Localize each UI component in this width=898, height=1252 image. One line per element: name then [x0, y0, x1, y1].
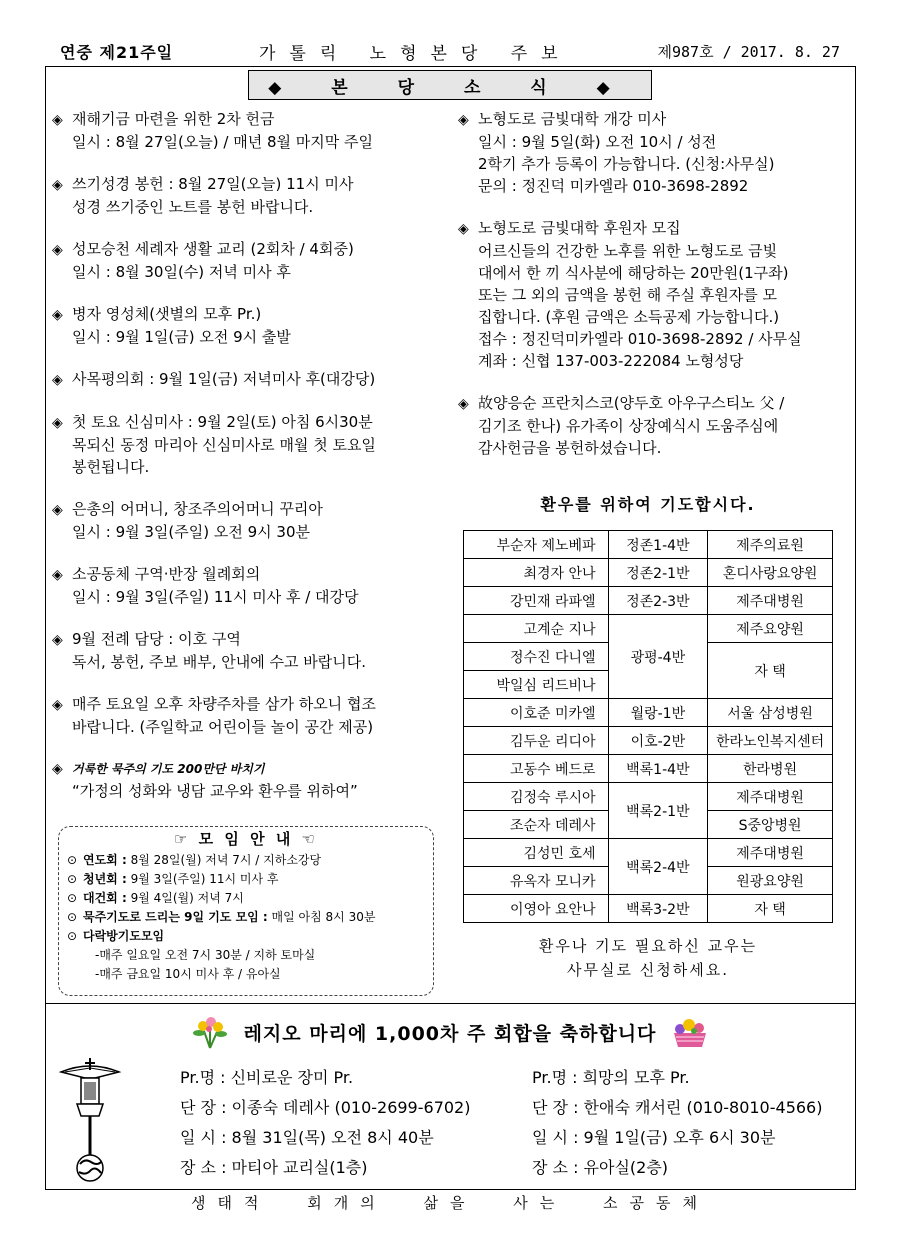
notice-line: 일시 : 9월 1일(금) 오전 9시 출발 — [72, 328, 291, 346]
patient-place: 자 택 — [708, 643, 833, 699]
circle-dot-icon: ⊙ — [67, 872, 78, 886]
flower-basket-icon — [670, 1015, 710, 1049]
notice-item — [458, 108, 850, 197]
patient-area: 백록1-4반 — [608, 755, 708, 783]
praesidium-name: Pr.명 : 희망의 모후 Pr. — [532, 1068, 690, 1087]
notice-line: 감사헌금을 봉헌하셨습니다. — [478, 439, 662, 457]
notice-line: 바랍니다. (주일학교 어린이들 놀이 공간 제공) — [72, 718, 374, 736]
notice-line: 일시 : 8월 27일(오늘) / 매년 8월 마지막 주일 — [72, 133, 373, 151]
patient-area: 정존2-1반 — [608, 559, 708, 587]
table-row — [464, 755, 833, 783]
table-row — [464, 559, 833, 587]
celebration-banner — [150, 1012, 750, 1052]
patient-name: 이호준 미카엘 — [464, 699, 609, 727]
notice-line: 일시 : 9월 3일(주일) 11시 미사 후 / 대강당 — [72, 588, 359, 606]
table-row — [464, 839, 833, 867]
circle-dot-icon: ⊙ — [67, 929, 78, 943]
notice-line: 문의 : 정진덕 미카엘라 010-3698-2892 — [478, 177, 749, 195]
diamond-bullet-icon: ◈ — [458, 112, 469, 128]
notice-item — [52, 303, 442, 348]
patient-name: 김두운 리디아 — [464, 727, 609, 755]
patient-place: 자 택 — [708, 895, 833, 923]
praesidium-info — [180, 1063, 520, 1183]
notice-item — [52, 758, 442, 802]
table-row — [464, 587, 833, 615]
notice-line: “가정의 성화와 냉담 교우와 환우를 위하여” — [72, 782, 358, 800]
notice-line: 또는 그 외의 금액을 봉헌 해 주실 후원자를 모 — [478, 286, 777, 304]
notice-title: 소공동체 구역·반장 월례회의 — [72, 565, 261, 583]
patient-name: 김성민 호세 — [464, 839, 609, 867]
meeting-name: 연도회 : — [83, 853, 127, 867]
notice-title: 노형도로 금빛대학 후원자 모집 — [478, 219, 681, 237]
notice-title: 재해기금 마련을 위한 2차 헌금 — [72, 110, 275, 128]
patient-place: 제주대병원 — [708, 587, 833, 615]
notice-title: 사목평의회 : 9월 1일(금) 저녁미사 후(대강당) — [72, 370, 376, 388]
footer-motto: 생태적 회개의 삶을 사는 소공동체 — [191, 1194, 709, 1212]
notice-line: 일시 : 9월 3일(주일) 오전 9시 30분 — [72, 523, 310, 541]
praesidium-time: 일 시 : 9월 1일(금) 오후 6시 30분 — [532, 1128, 776, 1147]
meeting-row — [67, 870, 425, 889]
notice-title: 故양응순 프란치스코(양두호 아우구스티노 父 / — [478, 394, 785, 412]
meeting-box — [58, 826, 434, 996]
patient-area: 백록3-2반 — [608, 895, 708, 923]
prayer-note-line: 환우나 기도 필요하신 교우는 — [538, 937, 758, 955]
diamond-bullet-icon: ◈ — [52, 177, 63, 193]
praesidium-time: 일 시 : 8월 31일(목) 오전 8시 40분 — [180, 1128, 434, 1147]
diamond-bullet-icon: ◈ — [52, 112, 63, 128]
prayer-note-line: 사무실로 신청하세요. — [567, 961, 729, 979]
meeting-row — [67, 889, 425, 908]
prayer-title: 환우를 위하여 기도합시다. — [540, 495, 756, 514]
patient-place: 제주의료원 — [708, 531, 833, 559]
meeting-row — [67, 908, 425, 927]
patient-name: 유옥자 모니카 — [464, 867, 609, 895]
patient-place: 원광요양원 — [708, 867, 833, 895]
meeting-name: 다락방기도모임 — [83, 929, 165, 943]
notice-item — [52, 108, 442, 153]
notice-line: 집합니다. (후원 금액은 소득공제 가능합니다.) — [478, 308, 780, 326]
notice-line: 계좌 : 신협 137-003-222084 노형성당 — [478, 352, 744, 370]
diamond-bullet-icon: ◈ — [52, 632, 63, 648]
notice-line: 접수 : 정진덕미카엘라 010-3698-2892 / 사무실 — [478, 330, 802, 348]
notice-title: 노형도로 금빛대학 개강 미사 — [478, 110, 667, 128]
patient-place: 한라병원 — [708, 755, 833, 783]
meeting-row — [67, 851, 425, 870]
notice-item — [458, 217, 850, 372]
table-row — [464, 699, 833, 727]
flower-bouquet-icon — [190, 1015, 230, 1049]
meeting-detail: 8월 28일(월) 저녁 7시 / 지하소강당 — [126, 853, 322, 867]
patient-area: 월랑-1반 — [608, 699, 708, 727]
table-row — [464, 727, 833, 755]
issue-number: 제987호 / 2017. 8. 27 — [657, 42, 840, 61]
praesidium-place: 장 소 : 마티아 교리실(1층) — [180, 1158, 368, 1177]
notice-title: 성모승천 세례자 생활 교리 (2회차 / 4회중) — [72, 240, 354, 258]
notice-title: 9월 전례 담당 : 이호 구역 — [72, 630, 241, 648]
patient-name: 이영아 요안나 — [464, 895, 609, 923]
patient-place: 제주대병원 — [708, 839, 833, 867]
patient-name: 김정숙 루시아 — [464, 783, 609, 811]
table-row — [464, 531, 833, 559]
patient-place: S중앙병원 — [708, 811, 833, 839]
table-row — [464, 895, 833, 923]
patient-area: 정존1-4반 — [608, 531, 708, 559]
meeting-detail: 9월 3일(주일) 11시 미사 후 — [126, 872, 279, 886]
praesidium-info — [532, 1063, 852, 1183]
notice-line: 독서, 봉헌, 주보 배부, 안내에 수고 바랍니다. — [72, 653, 367, 671]
meeting-name: 청년회 : — [83, 872, 127, 886]
patient-area: 정존2-3반 — [608, 587, 708, 615]
meeting-detail: 9월 4일(월) 저녁 7시 — [126, 891, 244, 905]
right-column — [458, 108, 850, 479]
prayer-note — [458, 934, 838, 982]
notice-title: 은총의 어머니, 창조주의어머니 꾸리아 — [72, 500, 323, 518]
table-row — [464, 783, 833, 811]
notice-line: 봉헌됩니다. — [72, 458, 150, 476]
patient-area: 백록2-4반 — [608, 839, 708, 895]
notice-item — [52, 238, 442, 283]
diamond-bullet-icon: ◈ — [52, 242, 63, 258]
meeting-sub: -매주 일요일 오전 7시 30분 / 지하 토마실 — [95, 948, 316, 962]
bulletin-title: 가톨릭 노형본당 주보 — [259, 43, 572, 64]
diamond-bullet-icon: ◈ — [52, 372, 63, 388]
patient-name: 박일심 리드비나 — [464, 671, 609, 699]
notice-item — [52, 498, 442, 543]
circle-dot-icon: ⊙ — [67, 910, 78, 924]
frame-divider — [45, 1003, 856, 1004]
notice-title: 쓰기성경 봉헌 : 8월 27일(오늘) 11시 미사 — [72, 175, 354, 193]
notice-line: 목되신 동정 마리아 신심미사로 매월 첫 토요일 — [72, 436, 376, 454]
patient-area: 백록2-1반 — [608, 783, 708, 839]
table-row — [464, 615, 833, 643]
circle-dot-icon: ⊙ — [67, 853, 78, 867]
meeting-name: 묵주기도로 드리는 9일 기도 모임 : — [83, 910, 268, 924]
patient-place: 서울 삼성병원 — [708, 699, 833, 727]
diamond-bullet-icon: ◈ — [52, 697, 63, 713]
notice-line: 대에서 한 끼 식사분에 해당하는 20만원(1구좌) — [478, 264, 789, 282]
patient-place: 혼디사랑요양원 — [708, 559, 833, 587]
patients-table — [463, 530, 833, 923]
notice-item — [52, 173, 442, 218]
masthead — [60, 38, 840, 64]
notice-item — [52, 368, 442, 391]
patient-area: 이호-2반 — [608, 727, 708, 755]
notice-title: 매주 토요일 오후 차량주차를 삼가 하오니 협조 — [72, 695, 376, 713]
notice-item — [52, 628, 442, 673]
patient-area: 광평-4반 — [608, 615, 708, 699]
section-header: ◆ 본 당 소 식 ◆ — [248, 70, 652, 100]
praesidium-name: Pr.명 : 신비로운 장미 Pr. — [180, 1068, 354, 1087]
notice-title: 거룩한 묵주의 기도 200만단 바치기 — [72, 762, 265, 776]
diamond-bullet-icon: ◈ — [52, 307, 63, 323]
notice-line: 2학기 추가 등록이 가능합니다. (신청:사무실) — [478, 155, 775, 173]
diamond-bullet-icon: ◈ — [458, 396, 469, 412]
notice-title: 첫 토요 신심미사 : 9월 2일(토) 아침 6시30분 — [72, 413, 373, 431]
notice-line: 일시 : 9월 5일(화) 오전 10시 / 성전 — [478, 133, 717, 151]
meeting-row — [67, 927, 425, 946]
notice-line: 김기조 한나) 유가족이 상장예식시 도움주심에 — [478, 417, 779, 435]
notice-line: 일시 : 8월 30일(수) 저녁 미사 후 — [72, 263, 291, 281]
notice-title: 병자 영성체(샛별의 모후 Pr.) — [72, 305, 262, 323]
notice-item — [52, 563, 442, 608]
left-column — [52, 108, 442, 822]
notice-item — [458, 392, 850, 459]
praesidium-leader: 단 장 : 한애숙 캐서린 (010-8010-4566) — [532, 1098, 823, 1117]
patient-name: 조순자 데레사 — [464, 811, 609, 839]
diamond-bullet-icon: ◈ — [52, 761, 63, 777]
diamond-bullet-icon: ◈ — [52, 567, 63, 583]
legion-of-mary-emblem — [55, 1058, 125, 1183]
notice-item — [52, 693, 442, 738]
notice-line: 어르신들의 건강한 노후를 위한 노형도로 금빛 — [478, 242, 778, 260]
patient-name: 고계순 지나 — [464, 615, 609, 643]
patient-place: 제주요양원 — [708, 615, 833, 643]
patient-name: 정수진 다니엘 — [464, 643, 609, 671]
circle-dot-icon: ⊙ — [67, 891, 78, 905]
diamond-bullet-icon: ◈ — [52, 415, 63, 431]
liturgical-season: 연중 제21주일 — [60, 42, 174, 62]
meeting-title: ☞ 모 임 안 내 ☜ — [174, 830, 318, 848]
patient-place: 제주대병원 — [708, 783, 833, 811]
patient-name: 고동수 베드로 — [464, 755, 609, 783]
patient-place: 한라노인복지센터 — [708, 727, 833, 755]
patient-name: 최경자 안나 — [464, 559, 609, 587]
patient-name: 강민재 라파엘 — [464, 587, 609, 615]
meeting-detail: 매일 아침 8시 30분 — [267, 910, 376, 924]
praesidium-place: 장 소 : 유아실(2층) — [532, 1158, 669, 1177]
meeting-name: 대건회 : — [83, 891, 127, 905]
meeting-sub: -매주 금요일 10시 미사 후 / 유아실 — [95, 967, 281, 981]
diamond-bullet-icon: ◈ — [52, 502, 63, 518]
praesidium-leader: 단 장 : 이종숙 데레사 (010-2699-6702) — [180, 1098, 471, 1117]
notice-item — [52, 411, 442, 478]
notice-line: 성경 쓰기중인 노트를 봉헌 바랍니다. — [72, 198, 314, 216]
patient-name: 부순자 제노베파 — [464, 531, 609, 559]
diamond-bullet-icon: ◈ — [458, 221, 469, 237]
banner-text: 레지오 마리에 1,000차 주 회합을 축하합니다 — [243, 1022, 657, 1045]
